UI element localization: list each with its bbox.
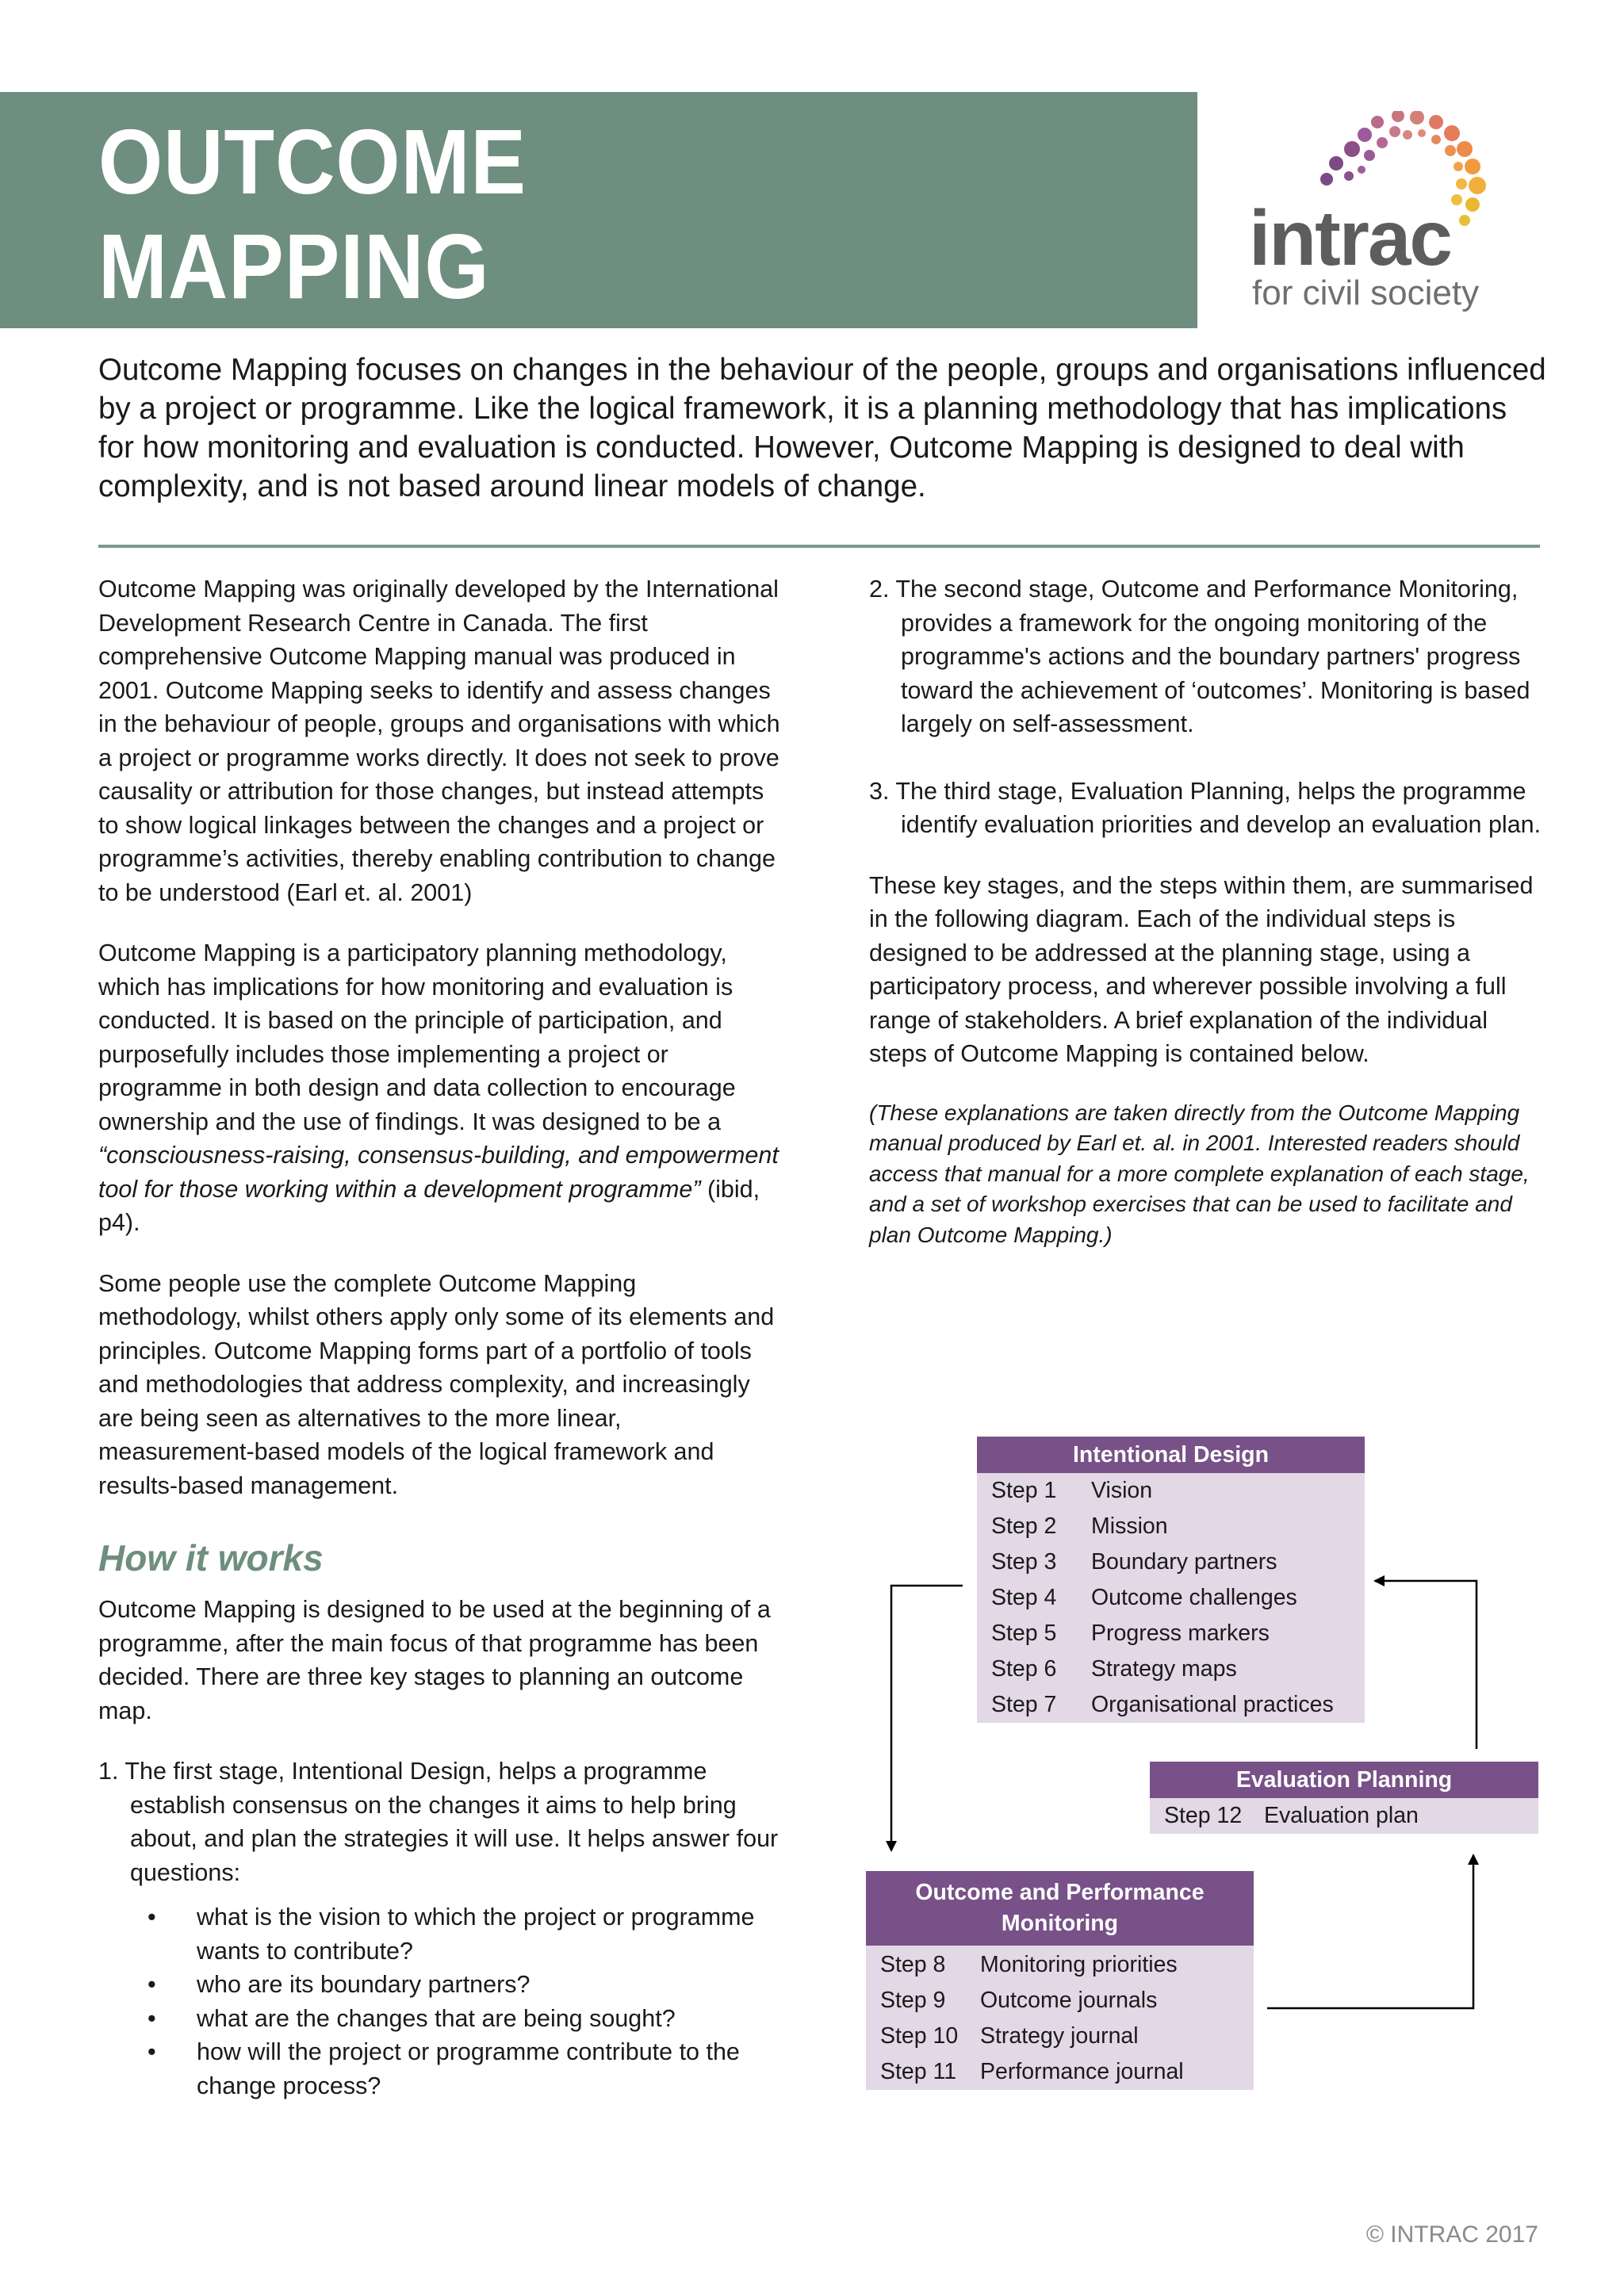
paragraph-portfolio: Some people use the complete Outcome Mapping methodology, whilst others apply only some of its elements and principles. Outcome Mapping forms part of a portfolio of tools and methodologies that address complexity, and increasingly are being seen as alternatives to the more linear, measurement-based models of the logical framework and results-based management.: [98, 1269, 775, 1499]
logo-wordmark: intrac: [1249, 194, 1451, 281]
step-number: Step 1: [991, 1478, 1057, 1503]
paragraph-participatory-start: Outcome Mapping is a participatory planning methodology, which has implications for how monitoring and evaluation is conducted. It is based on the principle of participation, and purposefully includes those implementing a project or programme in both design and data collection to encourage ownership and the use of findings. It was designed to be a: [98, 939, 736, 1135]
step-number: Step 3: [991, 1549, 1057, 1575]
step-row: [977, 1616, 1365, 1651]
paragraph-origin: Outcome Mapping was originally developed by the International Development Research Centre in Canada. The first comprehensive Outcome Mapping manual was produced in 2001. Outcome Mapping seeks to identify and assess changes in the behaviour of people, groups and organisations with which a project or programme works directly. It does not seek to prove causality or attribution for those changes, but instead attempts to show logical linkages between the changes and a project or programme’s activities, thereby enabling contribution to change to be understood (Earl et. al. 2001): [98, 576, 780, 906]
paragraph-participatory: [98, 936, 780, 1240]
step-number: Step 9: [880, 1988, 946, 2013]
left-column: [98, 572, 780, 2103]
step-label: Progress markers: [1091, 1621, 1270, 1646]
step-label: Outcome journals: [980, 1988, 1158, 2013]
step-row: [866, 1983, 1254, 2019]
step-number: Step 10: [880, 2023, 959, 2049]
divider: [98, 545, 1540, 548]
quote: “consciousness-raising, consensus-building, and empowerment tool for those working within a development programme”: [98, 1142, 779, 1203]
step-label: Monitoring priorities: [980, 1952, 1178, 1977]
step-number: Step 7: [991, 1692, 1057, 1717]
step-label: Vision: [1091, 1478, 1153, 1503]
right-column: [869, 572, 1551, 1277]
step-label: Mission: [1091, 1513, 1168, 1539]
intro-paragraph: Outcome Mapping focuses on changes in the behaviour of the people, groups and organisations influenced by a project or programme. Like the logical framework, it is a planning methodology that has implications for how monitoring and evaluation is conducted. However, Outcome Mapping is designed to deal with complexity, and is not based around linear models of change.: [98, 353, 1546, 503]
box-steps: [866, 1946, 1254, 2090]
step-row: [977, 1580, 1365, 1616]
step-number: Step 5: [991, 1621, 1057, 1646]
arrow-monitoring-to-evaluation: [1267, 1855, 1473, 2008]
paragraph-participatory-end: (ibid, p4).: [98, 1175, 760, 1236]
page-title-line-1: OUTCOME: [98, 110, 527, 213]
step-row: [1150, 1798, 1538, 1834]
explanation-note: (These explanations are taken directly from the Outcome Mapping manual produced by Earl et. al. in 2001. Interested readers should access that manual for a more complete explanation of each stage, and a set of workshop exercises that can be used to facilitate and plan Outcome Mapping.): [869, 1100, 1530, 1247]
list-item: • what are the changes that are being sought?: [197, 2002, 780, 2036]
page-title: [98, 109, 527, 319]
step-label: Strategy journal: [980, 2023, 1139, 2049]
step-row: [977, 1509, 1365, 1544]
intrac-logo: [1249, 111, 1542, 317]
step-label: Strategy maps: [1091, 1656, 1237, 1682]
step-number: Step 4: [991, 1585, 1057, 1610]
box-title: Outcome and Performance Monitoring: [866, 1871, 1254, 1946]
stage-3-item: 3. The third stage, Evaluation Planning, helps the programme identify evaluation priorities and develop an evaluation plan.: [869, 777, 1542, 838]
step-row: [977, 1687, 1365, 1723]
step-row: [866, 2054, 1254, 2090]
outcome-performance-monitoring-box: [866, 1871, 1254, 2090]
questions-list: [98, 1900, 780, 2103]
stage-2-item: 2. The second stage, Outcome and Performance Monitoring, provides a framework for the ongoing monitoring of the programme's actions and the boundary partners' progress toward the achievement of ‘outcomes’. Monitoring is based largely on self-assessment.: [869, 576, 1530, 737]
section-heading: How it works: [98, 1537, 324, 1578]
step-row: [977, 1544, 1365, 1580]
logo-tagline: for civil society: [1252, 274, 1480, 312]
paragraph-how-it-works: Outcome Mapping is designed to be used at the beginning of a programme, after the main focus of that programme has been decided. There are three key stages to planning an outcome map.: [98, 1596, 771, 1724]
title-band: [0, 92, 1197, 328]
box-title: Evaluation Planning: [1150, 1762, 1538, 1798]
step-row: [977, 1651, 1365, 1687]
step-number: Step 12: [1164, 1803, 1243, 1828]
intentional-design-box: [977, 1437, 1365, 1723]
evaluation-planning-box: [1150, 1762, 1538, 1834]
list-item: • who are its boundary partners?: [197, 1968, 780, 2002]
paragraph-diagram-intro: These key stages, and the steps within them, are summarised in the following diagram. Each of the individual steps is designed to be addressed at the planning stage, using a participatory process, and wherever possible involving a full range of stakeholders. A brief explanation of the individual steps of Outcome Mapping is contained below.: [869, 871, 1534, 1067]
step-row: [866, 2019, 1254, 2054]
step-label: Boundary partners: [1091, 1549, 1277, 1575]
list-item: • what is the vision to which the project or programme wants to contribute?: [197, 1900, 780, 1968]
stage-1-item: 1. The first stage, Intentional Design, helps a programme establish consensus on the changes it aims to help bring about, and plan the strategies it will use. It helps answer four questions:: [98, 1758, 779, 1886]
step-label: Evaluation plan: [1264, 1803, 1419, 1828]
step-row: [866, 1947, 1254, 1983]
box-title: Intentional Design: [977, 1437, 1365, 1473]
copyright-footer: © INTRAC 2017: [1365, 2221, 1538, 2248]
step-label: Outcome challenges: [1091, 1585, 1297, 1610]
list-item: • how will the project or programme contribute to the change process?: [197, 2035, 780, 2103]
step-number: Step 2: [991, 1513, 1057, 1539]
step-number: Step 6: [991, 1656, 1057, 1682]
step-row: [977, 1473, 1365, 1509]
arrow-evaluation-to-design: [1375, 1581, 1477, 1749]
box-steps: [1150, 1798, 1538, 1834]
page-title-line-2: MAPPING: [98, 215, 490, 318]
arrow-design-to-monitoring: [891, 1586, 963, 1850]
step-number: Step 8: [880, 1952, 946, 1977]
step-number: Step 11: [880, 2059, 957, 2084]
step-label: Performance journal: [980, 2059, 1184, 2084]
box-steps: [977, 1473, 1365, 1723]
step-label: Organisational practices: [1091, 1692, 1334, 1717]
